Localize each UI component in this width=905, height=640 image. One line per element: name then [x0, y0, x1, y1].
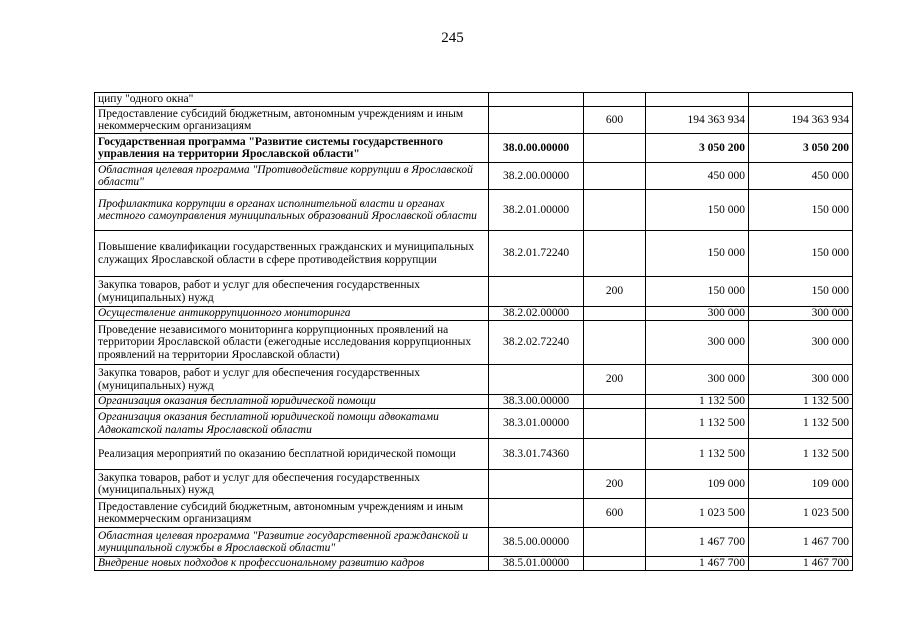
row-amount-2017-cell: 1 132 500 [749, 409, 853, 439]
row-code-cell [489, 365, 584, 395]
row-amount-2017-cell: 1 023 500 [749, 499, 853, 528]
row-amount-2017-cell: 300 000 [749, 365, 853, 395]
row-amount-2016-cell: 3 050 200 [646, 134, 749, 163]
row-amount-2016-cell: 300 000 [646, 321, 749, 365]
row-name-cell: Проведение независимого мониторинга коррупционных проявлений на территории Ярославской области (ежегодные исследования коррупционных проявлений на территории Ярославской области) [95, 321, 489, 365]
row-expense-type-cell [584, 163, 646, 190]
row-expense-type-cell: 600 [584, 499, 646, 528]
table-row [95, 365, 853, 395]
row-amount-2016-cell: 1 132 500 [646, 439, 749, 470]
row-name-cell: Закупка товаров, работ и услуг для обеспечения государственных (муниципальных) нужд [95, 277, 489, 307]
row-name-cell: Повышение квалификации государственных гражданских и муниципальных служащих Ярославской области в сфере противодействия коррупции [95, 231, 489, 277]
row-amount-2016-cell: 450 000 [646, 163, 749, 190]
page-number: 245 [441, 30, 464, 46]
row-amount-2016-cell: 150 000 [646, 190, 749, 231]
row-amount-2017-cell: 1 467 700 [749, 557, 853, 571]
row-amount-2017-cell [749, 93, 853, 107]
row-code-cell: 38.5.01.00000 [489, 557, 584, 571]
row-code-cell: 38.2.00.00000 [489, 163, 584, 190]
table-row [95, 528, 853, 557]
row-amount-2017-cell: 1 467 700 [749, 528, 853, 557]
table-row [95, 163, 853, 190]
row-code-cell: 38.3.00.00000 [489, 395, 584, 409]
table-row [95, 190, 853, 231]
row-name-cell: Реализация мероприятий по оказанию бесплатной юридической помощи [95, 439, 489, 470]
row-expense-type-cell [584, 528, 646, 557]
row-name-cell: Государственная программа "Развитие системы государственного управления на территории Ярославской области" [95, 134, 489, 163]
row-name-cell: Закупка товаров, работ и услуг для обеспечения государственных (муниципальных) нужд [95, 470, 489, 499]
table-row [95, 134, 853, 163]
row-name-cell: Внедрение новых подходов к профессиональному развитию кадров [95, 557, 489, 571]
row-code-cell: 38.2.02.00000 [489, 307, 584, 321]
row-amount-2016-cell: 1 467 700 [646, 557, 749, 571]
row-code-cell [489, 107, 584, 134]
row-expense-type-cell: 200 [584, 470, 646, 499]
row-amount-2017-cell: 150 000 [749, 277, 853, 307]
table-row [95, 277, 853, 307]
table-row [95, 439, 853, 470]
table-row [95, 307, 853, 321]
row-expense-type-cell [584, 93, 646, 107]
row-expense-type-cell [584, 134, 646, 163]
table-row [95, 557, 853, 571]
row-expense-type-cell [584, 321, 646, 365]
row-amount-2017-cell: 150 000 [749, 231, 853, 277]
row-code-cell [489, 470, 584, 499]
budget-table [94, 92, 853, 571]
table-row [95, 93, 853, 107]
row-code-cell: 38.0.00.00000 [489, 134, 584, 163]
row-expense-type-cell [584, 395, 646, 409]
row-amount-2016-cell: 1 023 500 [646, 499, 749, 528]
row-amount-2017-cell: 1 132 500 [749, 439, 853, 470]
table-row [95, 470, 853, 499]
row-expense-type-cell: 600 [584, 107, 646, 134]
row-amount-2017-cell: 3 050 200 [749, 134, 853, 163]
row-amount-2016-cell [646, 93, 749, 107]
table-row [95, 107, 853, 134]
row-code-cell: 38.3.01.00000 [489, 409, 584, 439]
row-name-cell: Осуществление антикоррупционного мониторинга [95, 307, 489, 321]
row-code-cell: 38.3.01.74360 [489, 439, 584, 470]
row-amount-2017-cell: 150 000 [749, 190, 853, 231]
row-amount-2017-cell: 194 363 934 [749, 107, 853, 134]
row-name-cell: Профилактика коррупции в органах исполнительной власти и органах местного самоуправления муниципальных образований Ярославской области [95, 190, 489, 231]
row-expense-type-cell: 200 [584, 365, 646, 395]
row-code-cell [489, 93, 584, 107]
row-expense-type-cell [584, 190, 646, 231]
table-row [95, 409, 853, 439]
row-expense-type-cell [584, 409, 646, 439]
row-amount-2016-cell: 300 000 [646, 307, 749, 321]
table-row [95, 321, 853, 365]
row-amount-2017-cell: 1 132 500 [749, 395, 853, 409]
budget-table-body [95, 93, 853, 571]
row-code-cell [489, 499, 584, 528]
table-row [95, 499, 853, 528]
row-code-cell: 38.2.01.72240 [489, 231, 584, 277]
row-amount-2016-cell: 1 132 500 [646, 409, 749, 439]
row-expense-type-cell [584, 439, 646, 470]
row-amount-2016-cell: 1 132 500 [646, 395, 749, 409]
row-expense-type-cell: 200 [584, 277, 646, 307]
table-row [95, 231, 853, 277]
row-expense-type-cell [584, 557, 646, 571]
row-code-cell [489, 277, 584, 307]
row-expense-type-cell [584, 231, 646, 277]
row-code-cell: 38.2.02.72240 [489, 321, 584, 365]
row-amount-2016-cell: 109 000 [646, 470, 749, 499]
row-expense-type-cell [584, 307, 646, 321]
row-code-cell: 38.2.01.00000 [489, 190, 584, 231]
row-code-cell: 38.5.00.00000 [489, 528, 584, 557]
table-row [95, 395, 853, 409]
row-amount-2016-cell: 150 000 [646, 231, 749, 277]
row-name-cell: ципу "одного окна" [95, 93, 489, 107]
row-name-cell: Организация оказания бесплатной юридической помощи [95, 395, 489, 409]
row-amount-2017-cell: 300 000 [749, 321, 853, 365]
row-name-cell: Предоставление субсидий бюджетным, автономным учреждениям и иным некоммерческим организациям [95, 499, 489, 528]
row-amount-2016-cell: 1 467 700 [646, 528, 749, 557]
row-name-cell: Областная целевая программа "Противодействие коррупции в Ярославской области" [95, 163, 489, 190]
row-amount-2016-cell: 300 000 [646, 365, 749, 395]
row-amount-2017-cell: 300 000 [749, 307, 853, 321]
row-name-cell: Закупка товаров, работ и услуг для обеспечения государственных (муниципальных) нужд [95, 365, 489, 395]
row-amount-2017-cell: 109 000 [749, 470, 853, 499]
row-amount-2016-cell: 194 363 934 [646, 107, 749, 134]
row-name-cell: Организация оказания бесплатной юридической помощи адвокатами Адвокатской палаты Ярославской области [95, 409, 489, 439]
row-amount-2016-cell: 150 000 [646, 277, 749, 307]
row-amount-2017-cell: 450 000 [749, 163, 853, 190]
row-name-cell: Предоставление субсидий бюджетным, автономным учреждениям и иным некоммерческим организациям [95, 107, 489, 134]
row-name-cell: Областная целевая программа "Развитие государственной гражданской и муниципальной службы в Ярославской области" [95, 528, 489, 557]
